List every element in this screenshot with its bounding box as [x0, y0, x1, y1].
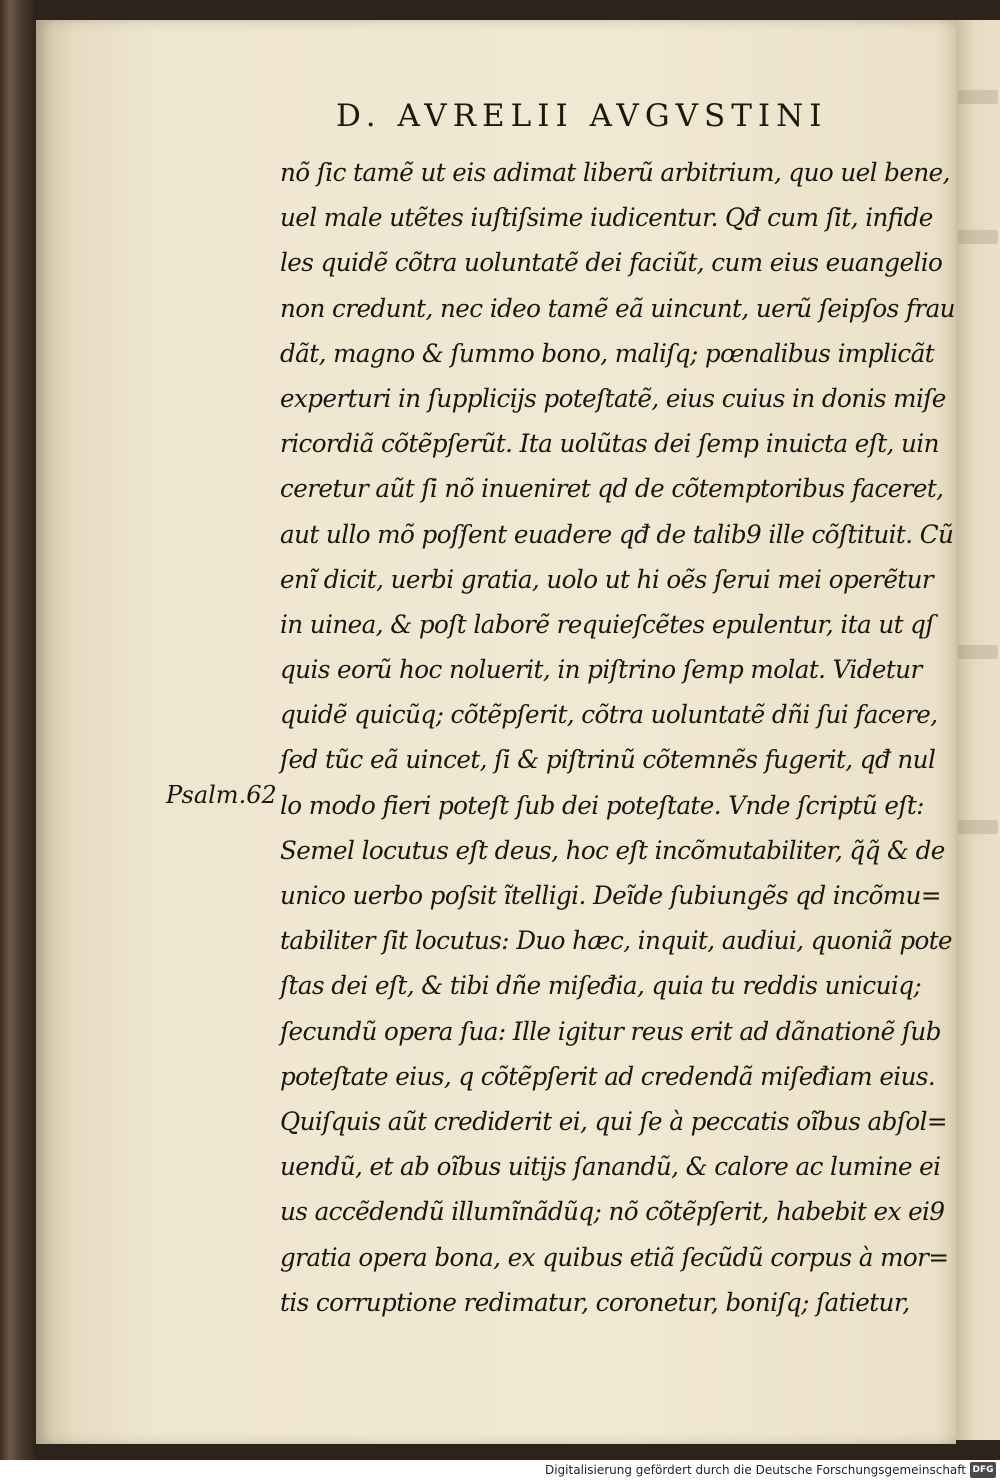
- text-line: unico uerbo poſsit ĩtelligi. Deĩde ſubiungẽs qd incõmu=: [280, 881, 941, 910]
- dfg-logo: DFG: [970, 1462, 996, 1478]
- text-line: enĩ dicit, uerbi gratia, uolo ut hi oẽs ſerui mei operẽtur: [280, 564, 934, 594]
- text-line: Quiſquis aũt crediderit ei, qui ſe à peccatis oĩbus abſol=: [280, 1106, 947, 1136]
- text-line: gratia opera bona, ex quibus etiã ſecũdũ corpus à mor=: [280, 1242, 949, 1272]
- text-line: ricordiã cõtẽpſerũt. Ita uolũtas dei ſemp inuicta eſt, uin: [280, 429, 939, 459]
- text-line: quis eorũ hoc noluerit, in piſtrino ſemp molat. Videtur: [280, 655, 922, 685]
- text-line: quidẽ quicũq; cõtẽpſerit, cõtra uoluntatẽ dñi ſui facere,: [280, 700, 938, 730]
- text-line: uel male utẽtes iuſtiſsime iudicentur. Qđ cum ſit, infide: [280, 203, 933, 233]
- text-line: uendũ, et ab oĩbus uitijs ſanandũ, & calore ac lumine ei: [280, 1152, 941, 1182]
- book-page: [36, 20, 956, 1444]
- text-line: ceretur aũt ſi nõ inueniret qd de cõtemptoribus faceret,: [280, 474, 944, 504]
- text-line: lo modo fieri poteſt ſub dei poteſtate. Vnde ſcriptũ eſt:: [280, 790, 924, 820]
- footer-credit: Digitalisierung gefördert durch die Deutsche Forschungsgemeinschaft: [544, 1463, 966, 1477]
- body-text: [280, 150, 980, 1325]
- facing-page-bleed: [958, 90, 998, 104]
- text-line: in uinea, & poſt laborẽ requieſcẽtes epulentur, ita ut qſ: [280, 609, 934, 639]
- text-line: aut ullo mõ poſſent euadere qđ de talib9 ille cõſtituit. Cũ: [280, 519, 954, 549]
- text-line: ſed tũc eã uincet, ſi & piſtrinũ cõtemnẽs fugerit, qđ nul: [280, 745, 936, 775]
- text-line: Semel locutus eſt deus, hoc eſt incõmutabiliter, q̃q̃ & de: [280, 835, 945, 865]
- text-line: ſecundũ opera ſua: Ille igitur reus erit ad dãnationẽ ſub: [280, 1016, 941, 1046]
- marginal-note: Psalm.62: [166, 781, 277, 809]
- text-line: dãt, magno & ſummo bono, maliſq; pœnalibus implicãt: [280, 338, 935, 368]
- text-line: poteſtate eius, q cõtẽpſerit ad credendã miſeđiam eius.: [280, 1061, 936, 1091]
- text-line: us accẽdendũ illumĩnãdũq; nõ cõtẽpſerit, habebit ex ei9: [280, 1197, 945, 1227]
- text-line: les quidẽ cõtra uoluntatẽ dei faciũt, cum eius euangelio: [280, 248, 943, 278]
- text-line: nõ ſic tamẽ ut eis adimat liberũ arbitrium, quo uel bene,: [280, 158, 950, 187]
- running-head: D. AVRELII AVGVSTINI: [336, 98, 828, 134]
- text-line: experturi in ſupplicijs poteſtatẽ, eius cuius in donis miſe: [280, 383, 946, 413]
- text-line: tis corruptione redimatur, coronetur, boniſq; ſatietur,: [280, 1287, 910, 1317]
- text-line: non credunt, nec ideo tamẽ eã uincunt, uerũ ſeipſos frau: [280, 293, 955, 323]
- text-line: tabiliter ſit locutus: Duo hæc, inquit, audiui, quoniã pote: [280, 926, 953, 956]
- text-line: ſtas dei eſt, & tibi dñe miſeđia, quia tu reddis unicuiq;: [280, 971, 922, 1001]
